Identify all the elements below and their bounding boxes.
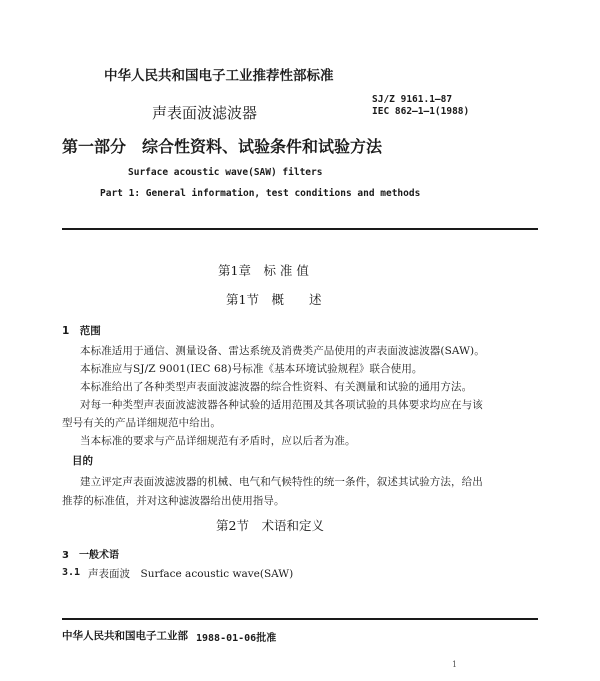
header-divider bbox=[62, 228, 538, 230]
scope-line-2: 本标准应与SJ/Z 9001(IEC 68)号标准《基本环境试验规程》联合使用。 bbox=[80, 363, 423, 375]
footer-divider bbox=[62, 618, 538, 620]
term-saw: 声表面波 Surface acoustic wave(SAW) bbox=[88, 568, 294, 580]
standard-number-sj: SJ/Z 9161.1—87 bbox=[372, 94, 453, 105]
standard-number-iec: IEC 862—1—1(1988) bbox=[372, 106, 470, 117]
document-title-cn: 声表面波滤波器 bbox=[152, 104, 258, 122]
purpose-heading: 目的 bbox=[72, 455, 93, 467]
document-title-en: Surface acoustic wave(SAW) filters bbox=[128, 167, 323, 178]
purpose-line-2: 推荐的标准值，并对这种滤波器给出使用指导。 bbox=[62, 495, 285, 507]
scope-line-5: 型号有关的产品详细规范中给出。 bbox=[62, 417, 221, 429]
section-1-heading: 第1节 概 述 bbox=[226, 292, 322, 307]
approval-date: 1988-01-06批准 bbox=[196, 633, 277, 644]
scope-line-6: 当本标准的要求与产品详细规范有矛盾时，应以后者为准。 bbox=[80, 435, 356, 447]
part-title-cn: 第一部分 综合性资料、试验条件和试验方法 bbox=[62, 137, 383, 156]
scope-line-3: 本标准给出了各种类型声表面波滤波器的综合性资料、有关测量和试验的通用方法。 bbox=[80, 381, 473, 393]
section-2-heading: 第2节 术语和定义 bbox=[216, 518, 324, 533]
purpose-line-1: 建立评定声表面波滤波器的机械、电气和气候特性的统一条件，叙述其试验方法，给出 bbox=[80, 476, 483, 488]
issuer: 中华人民共和国电子工业部 bbox=[62, 630, 188, 642]
general-terms-heading: 3 一般术语 bbox=[62, 550, 119, 561]
chapter-heading: 第1章 标 准 值 bbox=[218, 263, 309, 278]
organization-standard-title: 中华人民共和国电子工业推荐性部标准 bbox=[104, 68, 334, 84]
page-number: 1 bbox=[452, 660, 458, 669]
scope-line-1: 本标准适用于通信、测量设备、雷达系统及消费类产品使用的声表面波滤波器(SAW)。 bbox=[80, 345, 485, 357]
scope-line-4: 对每一种类型声表面波滤波器各种试验的适用范围及其各项试验的具体要求均应在与该 bbox=[80, 399, 483, 411]
term-number: 3.1 bbox=[62, 567, 81, 578]
scope-heading: 1 范围 bbox=[62, 325, 101, 337]
part-title-en: Part 1: General information, test conditions and methods bbox=[100, 188, 421, 199]
